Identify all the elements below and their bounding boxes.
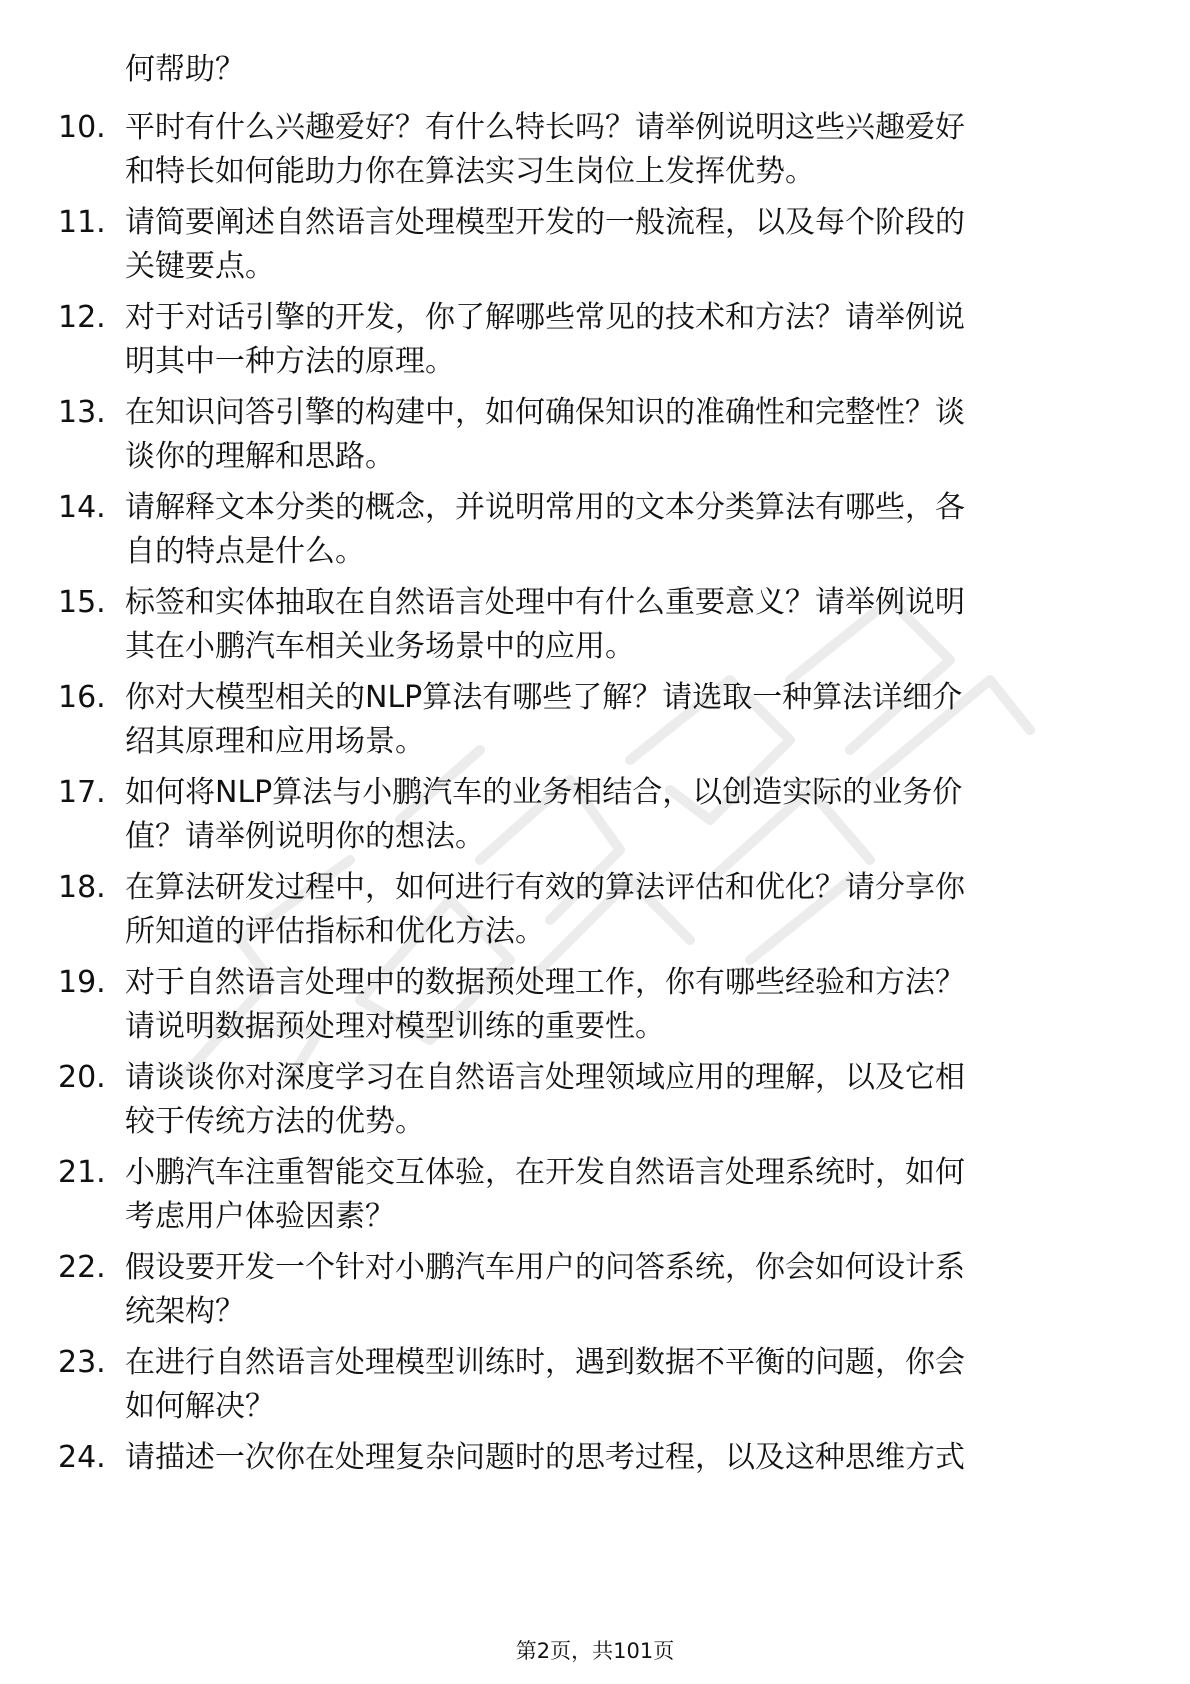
question-line: 考虑用户体验因素？ — [125, 1199, 395, 1234]
question-number: 23. — [58, 1345, 106, 1380]
question-number: 13. — [58, 395, 106, 430]
question-number: 19. — [58, 965, 106, 1000]
question-number: 12. — [58, 300, 106, 335]
question-line: 对于对话引擎的开发，你了解哪些常见的技术和方法？请举例说 — [125, 300, 965, 335]
question-line: 假设要开发一个针对小鹏汽车用户的问答系统，你会如何设计系 — [125, 1250, 965, 1285]
question-line: 标签和实体抽取在自然语言处理中有什么重要意义？请举例说明 — [125, 585, 965, 620]
question-line: 平时有什么兴趣爱好？有什么特长吗？请举例说明这些兴趣爱好 — [125, 110, 965, 145]
question-number: 18. — [58, 870, 106, 905]
question-line: 自的特点是什么。 — [125, 534, 365, 569]
question-line: 你对大模型相关的NLP算法有哪些了解？请选取一种算法详细介 — [125, 680, 963, 715]
question-line: 如何解决？ — [125, 1389, 275, 1424]
question-line: 请描述一次你在处理复杂问题时的思考过程，以及这种思维方式 — [125, 1440, 965, 1475]
question-number: 11. — [58, 205, 106, 240]
question-line: 所知道的评估指标和优化方法。 — [125, 914, 545, 949]
question-line: 较于传统方法的优势。 — [125, 1104, 425, 1139]
question-number: 15. — [58, 585, 106, 620]
question-line: 小鹏汽车注重智能交互体验，在开发自然语言处理系统时，如何 — [125, 1155, 965, 1190]
question-number: 17. — [58, 775, 106, 810]
question-line: 在知识问答引擎的构建中，如何确保知识的准确性和完整性？谈 — [125, 395, 965, 430]
question-line: 请谈谈你对深度学习在自然语言处理领域应用的理解，以及它相 — [125, 1060, 965, 1095]
question-line: 谈你的理解和思路。 — [125, 439, 395, 474]
continued-question-text: 何帮助？ — [125, 52, 245, 87]
question-line: 其在小鹏汽车相关业务场景中的应用。 — [125, 629, 635, 664]
question-number: 21. — [58, 1155, 106, 1190]
question-line: 和特长如何能助力你在算法实习生岗位上发挥优势。 — [125, 154, 815, 189]
question-line: 在进行自然语言处理模型训练时，遇到数据不平衡的问题，你会 — [125, 1345, 965, 1380]
question-number: 10. — [58, 110, 106, 145]
question-line: 值？请举例说明你的想法。 — [125, 819, 485, 854]
question-number: 16. — [58, 680, 106, 715]
question-line: 明其中一种方法的原理。 — [125, 344, 455, 379]
question-line: 统架构？ — [125, 1294, 245, 1329]
page-footer: 第2页，共101页 — [515, 1639, 675, 1663]
question-line: 关键要点。 — [125, 249, 275, 284]
question-line: 在算法研发过程中，如何进行有效的算法评估和优化？请分享你 — [125, 870, 965, 905]
question-number: 24. — [58, 1440, 106, 1475]
question-line: 如何将NLP算法与小鹏汽车的业务相结合，以创造实际的业务价 — [125, 775, 963, 810]
question-number: 14. — [58, 490, 106, 525]
question-line: 对于自然语言处理中的数据预处理工作，你有哪些经验和方法？ — [125, 965, 965, 1000]
question-line: 绍其原理和应用场景。 — [125, 724, 425, 759]
question-line: 请说明数据预处理对模型训练的重要性。 — [125, 1009, 665, 1044]
question-line: 请简要阐述自然语言处理模型开发的一般流程，以及每个阶段的 — [125, 205, 965, 240]
question-number: 20. — [58, 1060, 106, 1095]
question-number: 22. — [58, 1250, 106, 1285]
question-line: 请解释文本分类的概念，并说明常用的文本分类算法有哪些，各 — [125, 490, 965, 525]
